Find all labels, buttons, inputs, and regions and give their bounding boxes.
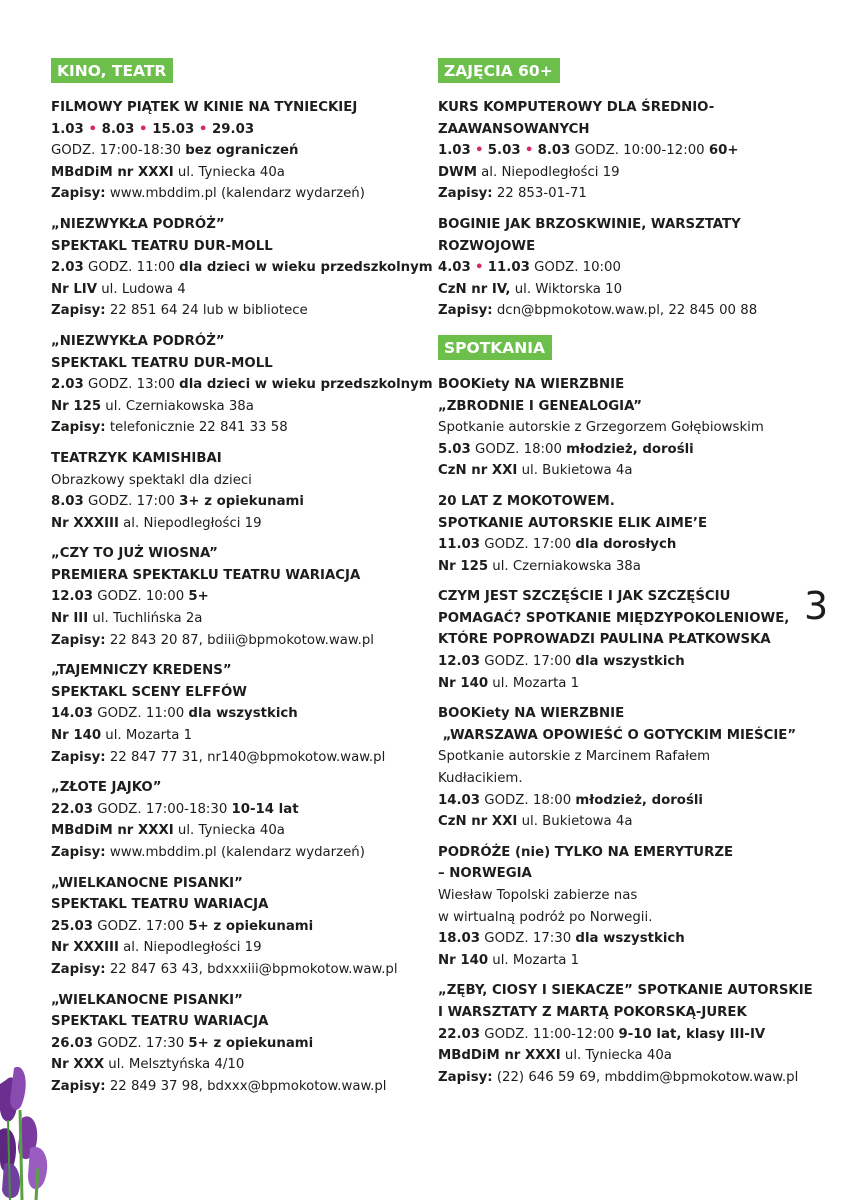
- event-place: CzN nr XXI ul. Bukietowa 4a: [438, 463, 633, 479]
- event-time: 14.03 GODZ. 18:00 młodzież, dorośli: [438, 792, 703, 808]
- event-20-lat-z-mokotowem: [438, 491, 813, 577]
- event-czym-jest-szczescie: [438, 586, 813, 694]
- event-niezwykla-podroz-2: [51, 331, 433, 439]
- event-title: „WIELKANOCNE PISANKI”: [51, 875, 243, 891]
- event-subtitle: PREMIERA SPEKTAKLU TEATRU WARIACJA: [51, 567, 361, 583]
- event-title: FILMOWY PIĄTEK W KINIE NA TYNIECKIEJ: [51, 100, 358, 115]
- event-title: „ZĘBY, CIOSY I SIEKACZE” SPOTKANIE AUTORSKIE: [438, 983, 813, 999]
- event-place: MBdDiM nr XXXI ul. Tyniecka 40a: [51, 164, 285, 180]
- bullet-icon: •: [475, 143, 484, 159]
- right-column: [438, 58, 813, 1097]
- event-signup: Zapisy: 22 843 20 87, bdiii@bpmokotow.waw.pl: [51, 632, 374, 648]
- event-subtitle: ROZWOJOWE: [438, 238, 536, 254]
- event-subtitle: SPOTKANIE AUTORSKIE ELIK AIME’E: [438, 515, 708, 531]
- event-place: CzN nr IV, ul. Wiktorska 10: [438, 281, 623, 297]
- bullet-icon: •: [524, 143, 534, 159]
- bullet-icon: •: [198, 121, 208, 137]
- event-title: BOOKiety NA WIERZBNIE: [438, 376, 625, 392]
- event-niezwykla-podroz-1: [51, 214, 433, 322]
- event-subtitle: KTÓRE POPROWADZI PAULINA PŁATKOWSKA: [438, 632, 771, 648]
- event-time: GODZ. 17:00-18:30 bez ograniczeń: [51, 143, 299, 159]
- event-subtitle: ZAAWANSOWANYCH: [438, 121, 590, 137]
- event-bookiety-zbrodnie: [438, 374, 813, 482]
- event-subtitle: SPEKTAKL TEATRU DUR-MOLL: [51, 355, 273, 371]
- event-description: Obrazkowy spektakl dla dzieci: [51, 472, 252, 488]
- event-time: 12.03 GODZ. 17:00 dla wszystkich: [438, 654, 685, 670]
- event-signup: Zapisy: 22 853-01-71: [438, 186, 587, 202]
- event-zeby-ciosy-siekacze: [438, 980, 813, 1088]
- event-signup: Zapisy: 22 847 77 31, nr140@bpmokotow.waw.pl: [51, 749, 386, 765]
- event-description: Spotkanie autorskie z Grzegorzem Gołębiowskim: [438, 420, 764, 436]
- section-heading-zajecia-60: ZAJĘCIA 60+: [438, 58, 560, 83]
- event-description: Wiesław Topolski zabierze nas: [438, 888, 638, 903]
- event-wielkanocne-pisanki-1: [51, 873, 426, 981]
- event-place: Nr 125 ul. Czerniakowska 38a: [438, 558, 641, 574]
- event-time: 14.03 GODZ. 11:00 dla wszystkich: [51, 706, 298, 722]
- event-subtitle: – NORWEGIA: [438, 866, 532, 882]
- event-place: Nr 140 ul. Mozarta 1: [51, 728, 193, 744]
- event-title: CZYM JEST SZCZĘŚCIE I JAK SZCZĘŚCIU: [438, 589, 731, 605]
- event-description: Kudłacikiem.: [438, 771, 523, 787]
- event-podroze-norwegia: [438, 842, 813, 972]
- event-zlote-jajko: [51, 777, 426, 863]
- bullet-icon: •: [139, 121, 148, 137]
- event-filmowy-piatek: [51, 97, 426, 205]
- event-time: 18.03 GODZ. 17:30 dla wszystkich: [438, 931, 685, 947]
- event-boginie-jak-brzoskwinie: [438, 214, 813, 322]
- event-title: 20 LAT Z MOKOTOWEM.: [438, 493, 615, 509]
- event-time: 2.03 GODZ. 11:00 dla dzieci w wieku przedszkolnym: [51, 260, 433, 276]
- event-title: PODRÓŻE (nie) TYLKO NA EMERYTURZE: [438, 844, 734, 860]
- event-place: Nr XXXIII al. Niepodległości 19: [51, 515, 262, 531]
- left-column: [51, 58, 433, 1107]
- event-title: „NIEZWYKŁA PODRÓŻ”: [51, 333, 225, 349]
- event-kurs-komputerowy: [438, 97, 813, 205]
- event-place: Nr LIV ul. Ludowa 4: [51, 281, 186, 297]
- event-title: „CZY TO JUŻ WIOSNA”: [51, 546, 218, 562]
- event-signup: Zapisy: www.mbddim.pl (kalendarz wydarzeń): [51, 186, 365, 202]
- event-subtitle: I WARSZTATY Z MARTĄ POKORSKĄ-JUREK: [438, 1004, 747, 1020]
- event-subtitle: „WARSZAWA OPOWIEŚĆ O GOTYCKIM MIEŚCIE”: [438, 727, 797, 743]
- event-place: Nr 140 ul. Mozarta 1: [438, 952, 580, 968]
- event-subtitle: SPEKTAKL SCENY ELFFÓW: [51, 684, 247, 700]
- event-place: CzN nr XXI ul. Bukietowa 4a: [438, 814, 633, 830]
- event-description: Spotkanie autorskie z Marcinem Rafałem: [438, 749, 711, 765]
- event-tajemniczy-kredens: [51, 660, 426, 768]
- event-description: w wirtualną podróż po Norwegii.: [438, 909, 653, 925]
- event-place: Nr 140 ul. Mozarta 1: [438, 675, 580, 691]
- event-signup: Zapisy: dcn@bpmokotow.waw.pl, 22 845 00 88: [438, 303, 758, 319]
- event-signup: Zapisy: telefonicznie 22 841 33 58: [51, 420, 288, 436]
- section-heading-spotkania: SPOTKANIA: [438, 335, 552, 360]
- event-title: „TAJEMNICZY KREDENS”: [51, 663, 232, 679]
- event-wielkanocne-pisanki-2: [51, 990, 426, 1098]
- event-time: 12.03 GODZ. 10:00 5+: [51, 589, 209, 605]
- event-place: Nr III ul. Tuchlińska 2a: [51, 611, 203, 627]
- section-heading-kino-teatr: KINO, TEATR: [51, 58, 173, 83]
- event-title: „WIELKANOCNE PISANKI”: [51, 992, 243, 1008]
- event-subtitle: SPEKTAKL TEATRU DUR-MOLL: [51, 238, 273, 254]
- event-signup: Zapisy: www.mbddim.pl (kalendarz wydarzeń): [51, 845, 365, 860]
- event-subtitle: POMAGAĆ? SPOTKANIE MIĘDZYPOKOLENIOWE,: [438, 610, 790, 626]
- event-place: Nr 125 ul. Czerniakowska 38a: [51, 398, 254, 414]
- bullet-icon: •: [475, 260, 484, 276]
- event-time: 11.03 GODZ. 17:00 dla dorosłych: [438, 537, 677, 553]
- event-time: 1.03 • 5.03 • 8.03 GODZ. 10:00-12:00 60+: [438, 143, 739, 159]
- bullet-icon: •: [88, 121, 97, 137]
- event-subtitle: SPEKTAKL TEATRU WARIACJA: [51, 1014, 269, 1030]
- event-signup: Zapisy: 22 851 64 24 lub w bibliotece: [51, 303, 308, 319]
- page-number: 3: [804, 584, 829, 628]
- event-czy-to-juz-wiosna: [51, 543, 426, 651]
- event-title: KURS KOMPUTEROWY DLA ŚREDNIO-: [438, 100, 715, 115]
- event-title: BOGINIE JAK BRZOSKWINIE, WARSZTATY: [438, 216, 741, 232]
- event-place: MBdDiM nr XXXI ul. Tyniecka 40a: [51, 823, 285, 839]
- event-time: 2.03 GODZ. 13:00 dla dzieci w wieku przedszkolnym: [51, 377, 433, 393]
- event-signup: Zapisy: (22) 646 59 69, mbddim@bpmokotow.waw.pl: [438, 1069, 799, 1085]
- event-time: 5.03 GODZ. 18:00 młodzież, dorośli: [438, 441, 694, 457]
- event-subtitle: SPEKTAKL TEATRU WARIACJA: [51, 897, 269, 913]
- event-time: 8.03 GODZ. 17:00 3+ z opiekunami: [51, 494, 304, 510]
- event-title: „ZŁOTE JAJKO”: [51, 780, 162, 796]
- event-time: 22.03 GODZ. 17:00-18:30 10-14 lat: [51, 801, 299, 817]
- event-signup: Zapisy: 22 849 37 98, bdxxx@bpmokotow.waw.pl: [51, 1078, 387, 1094]
- event-place: Nr XXXIII al. Niepodległości 19: [51, 940, 262, 956]
- event-title: „NIEZWYKŁA PODRÓŻ”: [51, 216, 225, 232]
- event-time: 26.03 GODZ. 17:30 5+ z opiekunami: [51, 1035, 314, 1051]
- event-title: TEATRZYK KAMISHIBAI: [51, 450, 222, 466]
- event-time: 22.03 GODZ. 11:00-12:00 9-10 lat, klasy III-IV: [438, 1026, 766, 1042]
- event-bookiety-warszawa: [438, 703, 813, 833]
- event-place: MBdDiM nr XXXI ul. Tyniecka 40a: [438, 1048, 672, 1064]
- event-time: 25.03 GODZ. 17:00 5+ z opiekunami: [51, 918, 314, 934]
- event-place: DWM al. Niepodległości 19: [438, 164, 620, 180]
- event-title: BOOKiety NA WIERZBNIE: [438, 706, 625, 722]
- event-time: 4.03 • 11.03 GODZ. 10:00: [438, 260, 621, 276]
- event-dates: 1.03 • 8.03 • 15.03 • 29.03: [51, 121, 255, 137]
- event-teatrzyk-kamishibai: [51, 448, 426, 534]
- event-subtitle: „ZBRODNIE I GENEALOGIA”: [438, 398, 642, 414]
- crocus-flower-icon: [0, 1060, 70, 1200]
- event-signup: Zapisy: 22 847 63 43, bdxxxiii@bpmokotow.waw.pl: [51, 961, 398, 977]
- event-place: Nr XXX ul. Melsztyńska 4/10: [51, 1057, 245, 1073]
